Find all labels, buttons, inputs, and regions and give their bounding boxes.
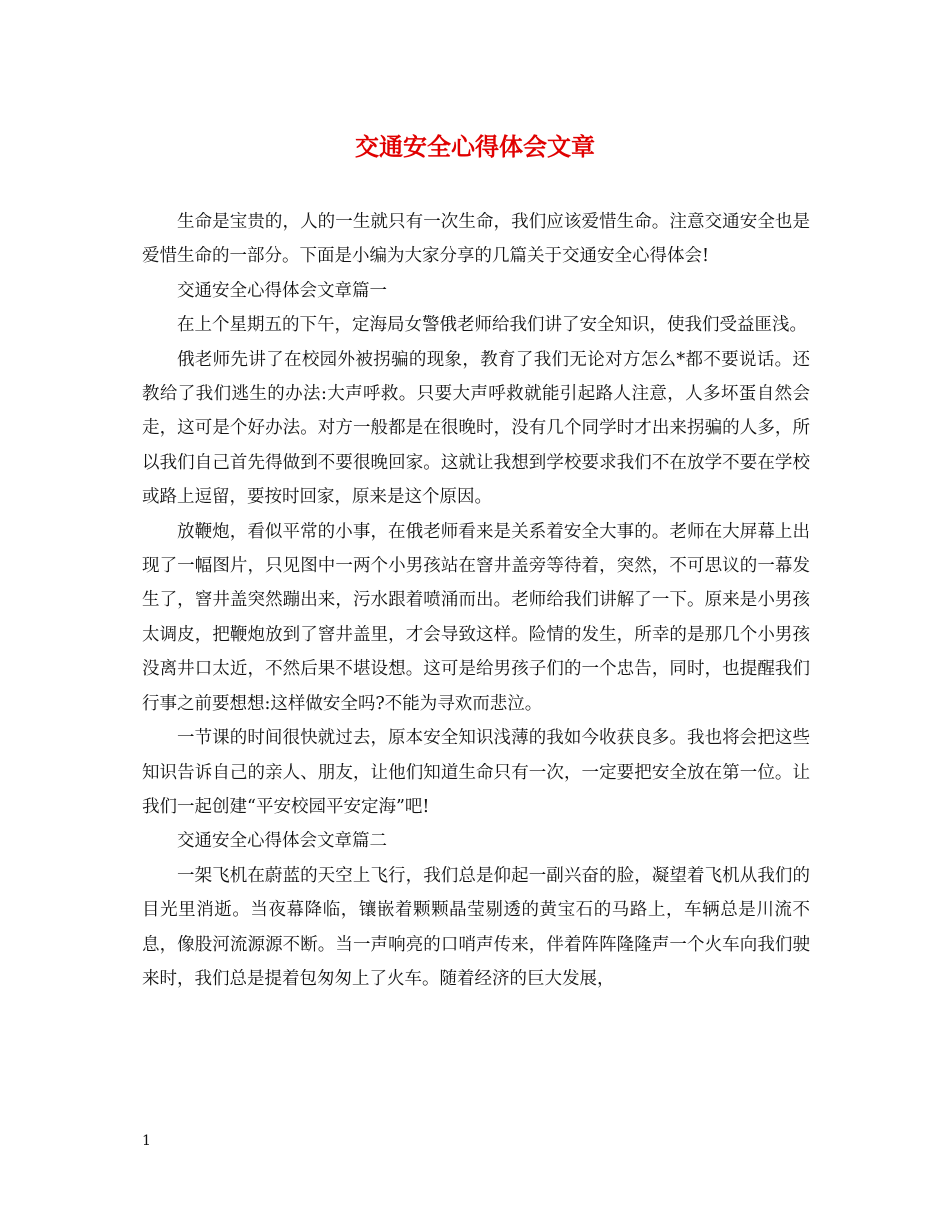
section-heading-2: 交通安全心得体会文章篇二 [177,831,387,852]
paragraph: 一架飞机在蔚蓝的天空上飞行，我们总是仰起一副兴奋的脸，凝望着飞机从我们的目光里消逝。当夜幕降临，镶嵌着颗颗晶莹剔透的黄宝石的马路上，车辆总是川流不息，像股河流源源不断。当一声响亮的口哨声传来，伴着阵阵隆隆声一个火车向我们驶来时，我们总是提着包匆匆上了火车。随着经济的巨大发展， [142,865,810,989]
document-body [142,205,810,996]
paragraph: 一节课的时间很快就过去，原本安全知识浅薄的我如今收获良多。我也将会把这些知识告诉自己的亲人、朋友，让他们知道生命只有一次，一定要把安全放在第一位。让我们一起创建“平安校园平安定海”吧! [142,728,810,817]
paragraph-intro: 生命是宝贵的，人的一生就只有一次生命，我们应该爱惜生命。注意交通安全也是爱惜生命的一部分。下面是小编为大家分享的几篇关于交通安全心得体会! [142,212,810,267]
paragraph: 俄老师先讲了在校园外被拐骗的现象，教育了我们无论对方怎么*都不要说话。还教给了我们逃生的办法:大声呼救。只要大声呼救就能引起路人注意，人多坏蛋自然会走，这可是个好办法。对方一般都是在很晚时，没有几个同学时才出来拐骗的人多，所以我们自己首先得做到不要很晚回家。这就让我想到学校要求我们不在放学不要在学校或路上逗留，要按时回家，原来是这个原因。 [142,349,810,508]
document-title: 交通安全心得体会文章 [355,132,595,161]
paragraph: 放鞭炮，看似平常的小事，在俄老师看来是关系着安全大事的。老师在大屏幕上出现了一幅图片，只见图中一两个小男孩站在窨井盖旁等待着，突然，不可思议的一幕发生了，窨井盖突然蹦出来，污水跟着喷涌而出。老师给我们讲解了一下。原来是小男孩太调皮，把鞭炮放到了窨井盖里，才会导致这样。险情的发生，所幸的是那几个小男孩没离井口太近，不然后果不堪设想。这可是给男孩子们的一个忠告，同时，也提醒我们行事之前要想想:这样做安全吗?不能为寻欢而悲泣。 [142,521,810,714]
page-number: 1 [142,1133,151,1149]
paragraph: 在上个星期五的下午，定海局女警俄老师给我们讲了安全知识，使我们受益匪浅。 [177,315,807,336]
section-heading-1: 交通安全心得体会文章篇一 [177,280,387,301]
